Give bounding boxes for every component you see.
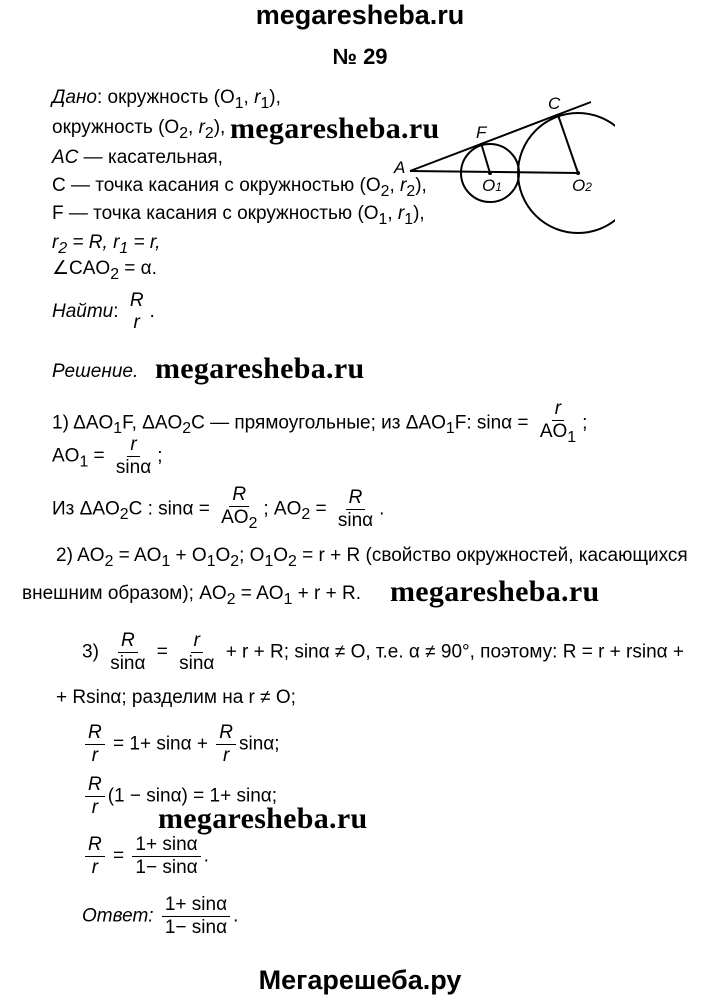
watermark: megaresheba.ru [230, 112, 440, 145]
given-line-7: $\angle CAO_2 = \alpha$. [52, 258, 157, 283]
step-1-fraction: $\frac{r}{AO_1}$ [539, 398, 577, 446]
label-a: A [394, 158, 406, 177]
equation-2: $\frac{R}{r}$ (1 − sinα) = 1+ sinα; [82, 774, 277, 819]
answer-line: Ответ: $\frac{1+ \sin\alpha}{1- \sin\alpha}$ . [82, 894, 239, 938]
answer-fraction: $\frac{1+ \sin\alpha}{1- \sin\alpha}$ [162, 894, 230, 939]
watermark: megaresheba.ru [390, 575, 600, 608]
find-fraction: R r [129, 290, 144, 333]
radius-o2c [558, 115, 578, 173]
ao1-formula: $AO_1$ = $\frac{r}{\sin\alpha}$ ; [52, 434, 163, 478]
find-line: Найти: R r . [52, 290, 155, 333]
solution-heading: Решение. [52, 361, 139, 382]
radius-o1f [481, 143, 490, 173]
point-o1 [488, 171, 492, 175]
tangent-line-ac [410, 102, 591, 171]
site-header: megaresheba.ru [255, 0, 465, 30]
ao2-formula: Из $\Delta AO_2C$ : sinα = $\frac{R}{AO_2}$ ; $AO_2$ = $\frac{R}{\sin\alpha}$ . [52, 484, 385, 532]
watermark: megaresheba.ru [155, 352, 365, 385]
label-c: C [548, 94, 561, 113]
tangent-circles-figure [395, 88, 615, 258]
answer-label: Ответ: [82, 905, 154, 927]
point-o2 [576, 171, 580, 175]
step-2-line-2: внешним образом); $AO_2 = AO_1 + r + R$. [22, 583, 362, 608]
watermark: megaresheba.ru [158, 802, 368, 835]
given-label: Дано [52, 87, 97, 108]
label-o2: O2 [572, 176, 592, 195]
site-footer: Мегарешеба.ру [258, 965, 462, 995]
step-1-line: 1) $\Delta AO_1F$, $\Delta AO_2C$ — прямоугольные; из $\Delta AO_1F$: sinα = $\frac{r}{AO_1}$ ; [52, 398, 587, 449]
step-3-line-2: + Rsinα; разделим на r ≠ O; [56, 687, 296, 708]
segment-ao2 [410, 171, 578, 173]
step-2-line-1: 2) $AO_2 = AO_1 + O_1O_2$; $O_1O_2 = r + R$ (свойство окружностей, касающихся [56, 545, 688, 570]
given-line-3: AC — касательная, [52, 147, 223, 168]
equation-1: $\frac{R}{r}$ = 1+ sinα + $\frac{R}{r}$ sinα; [82, 722, 280, 767]
label-f: F [476, 123, 487, 142]
problem-number: № 29 [332, 44, 388, 69]
step-3-line-1: 3) $\frac{R}{\sin\alpha}$ = $\frac{r}{\sin\alpha}$ + r + R; sinα ≠ O, т.е. α ≠ 90°, поэтому: R = r + rsinα + [82, 630, 685, 674]
given-line-5: F — точка касания с окружностью ($O_1$, $r_1$), [52, 203, 425, 228]
find-label: Найти [52, 301, 114, 323]
given-line-1: Дано: окружность ($O_1$, $r_1$), [52, 87, 281, 112]
equation-3: $\frac{R}{r}$ = $\frac{1+ \sin\alpha}{1- \sin\alpha}$ . [82, 834, 209, 879]
given-line-4: C — точка касания с окружностью ($O_2$, $r_2$), [52, 175, 427, 200]
label-o1: O1 [482, 176, 502, 195]
given-line-2: окружность ($O_2$, $r_2$), [52, 117, 226, 142]
given-line-6: $r_2 = R$, $r_1 = r$, [52, 232, 161, 257]
